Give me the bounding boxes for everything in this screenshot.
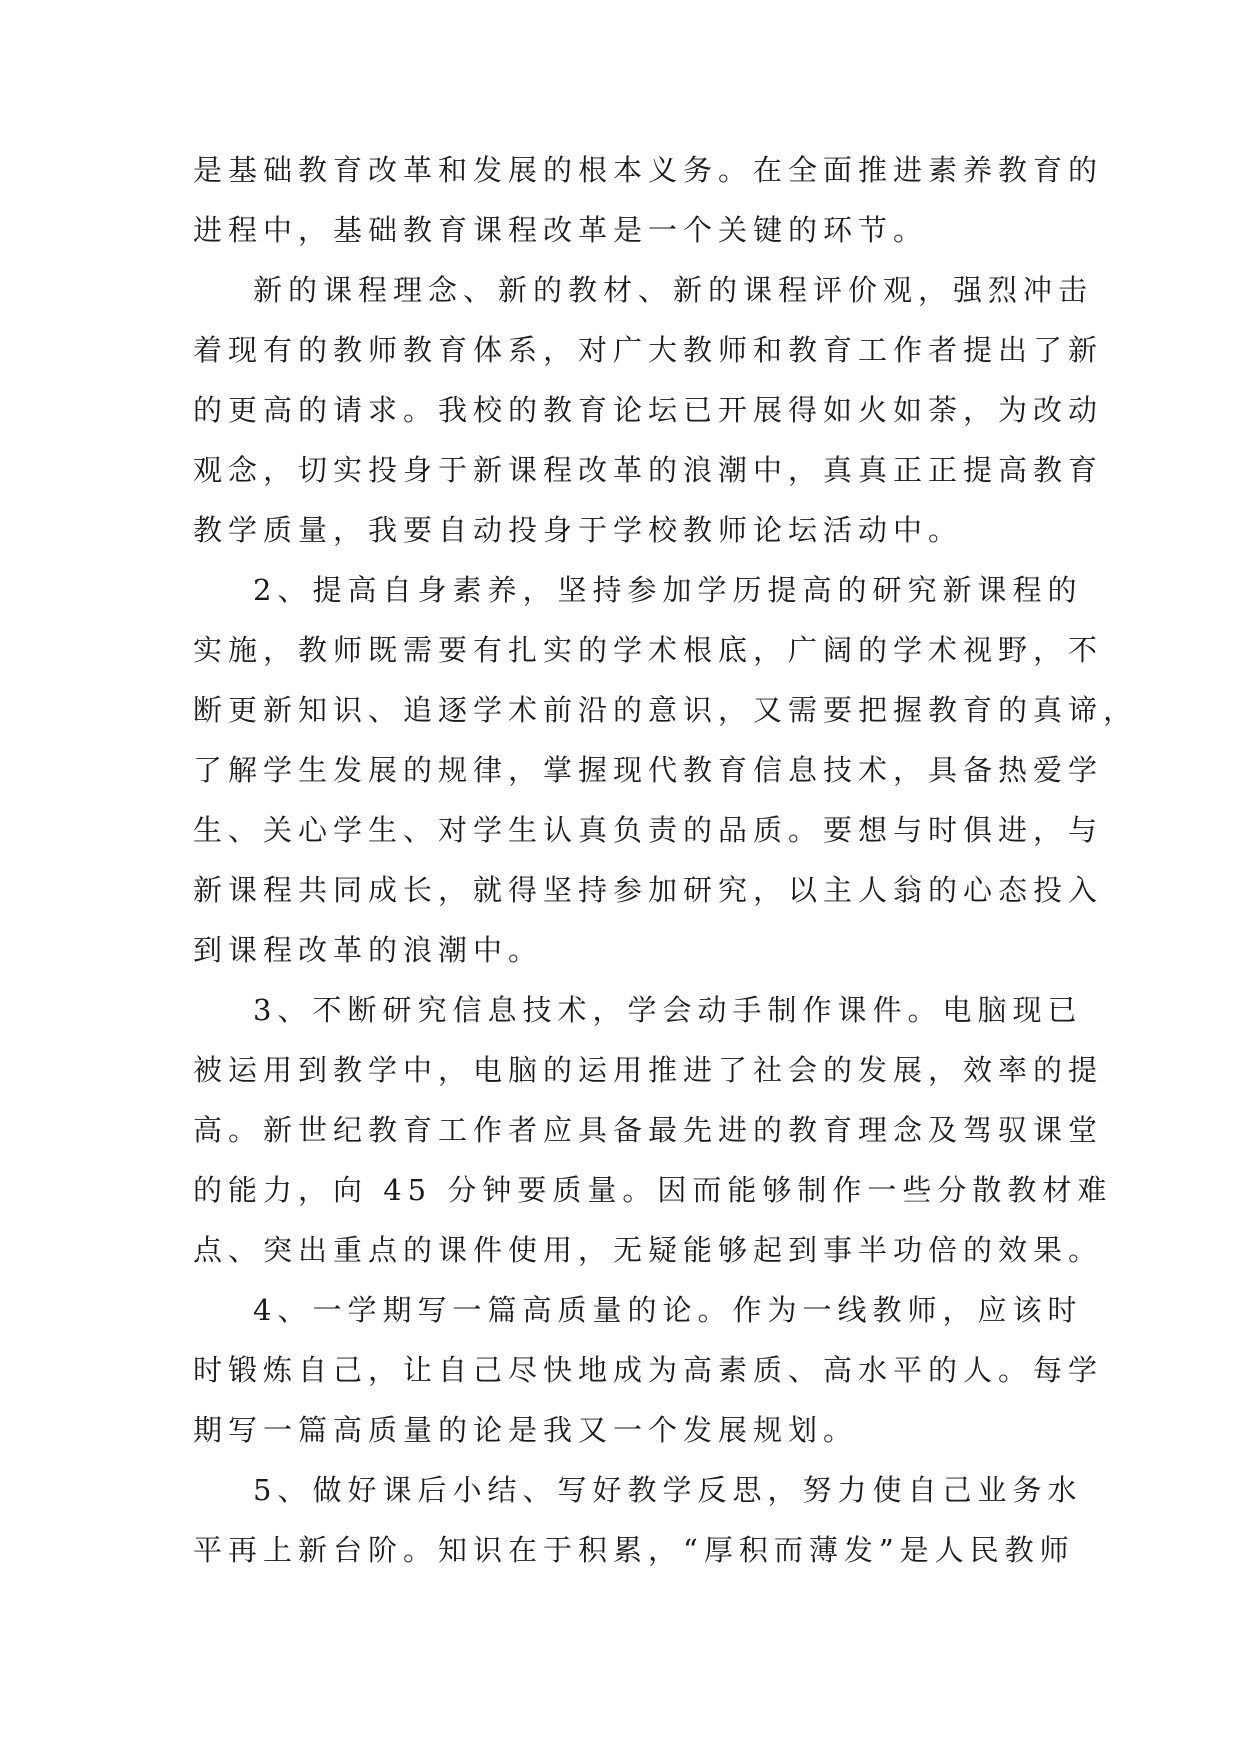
paragraph-start-line: 5、做好课后小结、写好教学反思，努力使自己业务水 xyxy=(253,1473,1083,1507)
text-line: 教学质量，我要自动投身于学校教师论坛活动中。 xyxy=(193,513,964,547)
text-line: 实施，教师既需要有扎实的学术根底，广阔的学术视野，不 xyxy=(193,633,1104,667)
text-line: 是基础教育改革和发展的根本义务。在全面推进素养教育的 xyxy=(193,153,1104,187)
text-line: 到课程改革的浪潮中。 xyxy=(193,933,544,967)
text-line: 了解学生发展的规律，掌握现代教育信息技术，具备热爱学 xyxy=(193,753,1104,787)
paragraph-start-line: 3、不断研究信息技术，学会动手制作课件。电脑现已 xyxy=(253,993,1083,1027)
text-line: 的能力，向 45 分钟要质量。因而能够制作一些分散教材难 xyxy=(193,1173,1113,1207)
text-line: 的更高的请求。我校的教育论坛已开展得如火如荼，为改动 xyxy=(193,393,1104,427)
paragraph-start-line: 新的课程理念、新的教材、新的课程评价观，强烈冲击 xyxy=(253,273,1094,307)
text-line: 时锻炼自己，让自己尽快地成为高素质、高水平的人。每学 xyxy=(193,1353,1104,1387)
paragraph-start-line: 4、一学期写一篇高质量的论。作为一线教师，应该时 xyxy=(253,1293,1083,1327)
paragraph-start-line: 2、提高自身素养，坚持参加学历提高的研究新课程的 xyxy=(253,573,1083,607)
text-line: 进程中，基础教育课程改革是一个关键的环节。 xyxy=(193,213,929,247)
text-line: 高。新世纪教育工作者应具备最先进的教育理念及驾驭课堂 xyxy=(193,1113,1104,1147)
text-line: 被运用到教学中，电脑的运用推进了社会的发展，效率的提 xyxy=(193,1053,1104,1087)
text-line: 点、突出重点的课件使用，无疑能够起到事半功倍的效果。 xyxy=(193,1233,1104,1267)
text-line: 断更新知识、追逐学术前沿的意识，又需要把握教育的真谛， xyxy=(193,693,1139,727)
text-line: 新课程共同成长，就得坚持参加研究，以主人翁的心态投入 xyxy=(193,873,1104,907)
text-line: 平再上新台阶。知识在于积累，“厚积而薄发”是人民教师 xyxy=(193,1533,1075,1567)
text-line: 着现有的教师教育体系，对广大教师和教育工作者提出了新 xyxy=(193,333,1104,367)
text-line: 观念，切实投身于新课程改革的浪潮中，真真正正提高教育 xyxy=(193,453,1104,487)
text-line: 生、关心学生、对学生认真负责的品质。要想与时俱进，与 xyxy=(193,813,1104,847)
text-line: 期写一篇高质量的论是我又一个发展规划。 xyxy=(193,1413,859,1447)
document-page xyxy=(193,140,1139,1580)
